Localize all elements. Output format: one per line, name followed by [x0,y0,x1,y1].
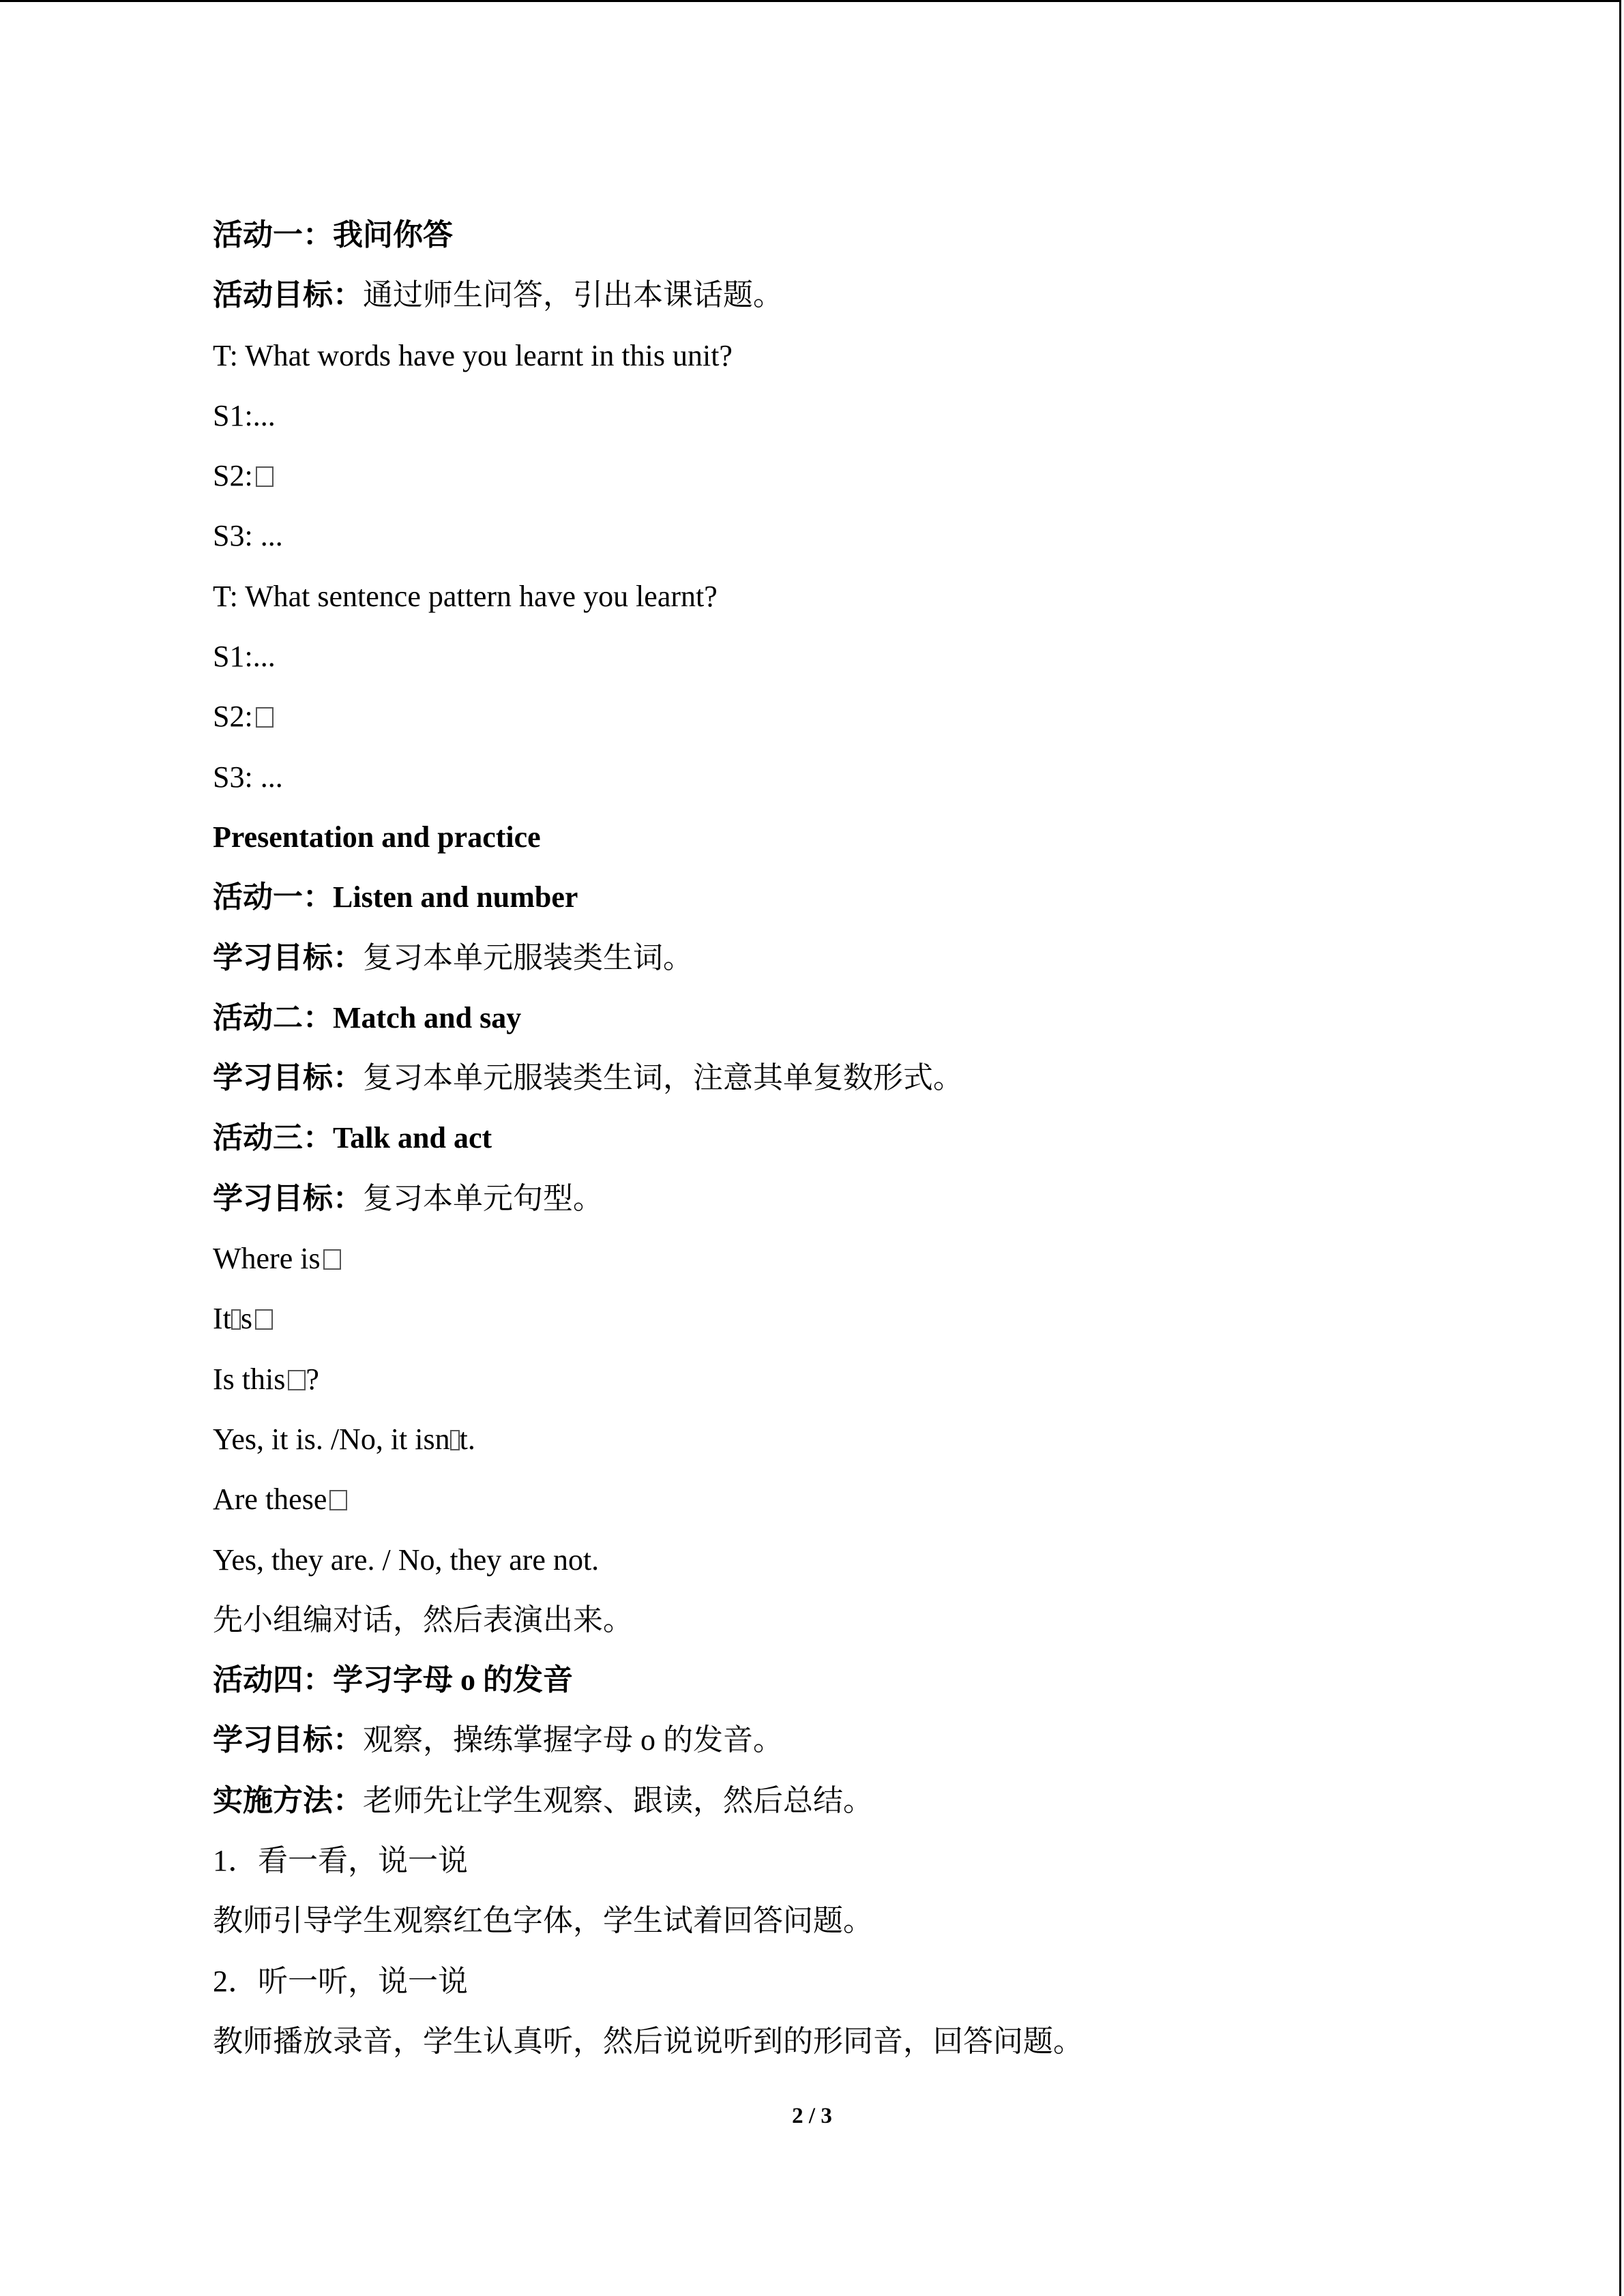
sentence-pattern [213,1417,1509,1477]
text: S1:... [213,398,276,432]
paragraph [213,2019,1509,2079]
text: 教师播放录音，学生认真听，然后说说听到的形同音，回答问题。 [213,2024,1083,2058]
label: 学习目标： [213,940,363,974]
text: 观察，操练掌握字母 o 的发音。 [363,1723,783,1757]
text: 教师引导学生观察红色字体，学生试着回答问题。 [213,1904,873,1938]
dialogue-line [213,453,1509,513]
text: S3: ... [213,519,283,553]
text: S2: [213,700,253,734]
dialogue-line [213,333,1509,393]
dialogue-line [213,694,1509,754]
dialogue-line [213,393,1509,453]
dialogue-line [213,634,1509,694]
heading-text: 活动三：Talk and act [213,1121,492,1155]
text: 复习本单元服装类生词，注意其单复数形式。 [363,1061,963,1095]
heading-text: 活动二：Match and say [213,1000,522,1034]
missing-glyph-box [256,466,274,487]
heading-text: 活动四：学习字母 o 的发音 [213,1663,573,1697]
text: Yes, they are. / No, they are not. [213,1542,600,1577]
label: 实施方法： [213,1783,363,1817]
heading-activity [213,1116,1509,1176]
heading-text: 活动一：我问你答 [213,218,453,252]
text: S3: ... [213,760,283,794]
paragraph [213,1056,1509,1116]
text: S2: [213,459,253,493]
dialogue-line [213,574,1509,634]
dialogue-line [213,513,1509,573]
section-heading [213,815,1509,875]
text: It [213,1302,231,1336]
text: Are these [213,1482,327,1517]
text: T: What sentence pattern have you learnt? [213,579,718,613]
paragraph [213,1176,1509,1236]
label: 学习目标： [213,1181,363,1215]
sentence-pattern [213,1236,1509,1296]
heading-text: 活动一：Listen and number [213,880,578,914]
label: 学习目标： [213,1061,363,1095]
label: 学习目标： [213,1723,363,1757]
text: S1:... [213,640,276,674]
missing-glyph-box [231,1309,241,1330]
heading-activity [213,996,1509,1056]
paragraph [213,1598,1509,1658]
sentence-pattern [213,1296,1509,1356]
sentence-pattern [213,1477,1509,1537]
paragraph [213,1778,1509,1838]
sentence-pattern [213,1538,1509,1598]
text: 复习本单元句型。 [363,1181,603,1215]
paragraph [213,273,1509,333]
text: ? [306,1362,319,1396]
text: t. [459,1422,475,1456]
dialogue-line [213,755,1509,815]
text: Is this [213,1362,286,1396]
missing-glyph-box [256,707,274,728]
page-number: 2 / 3 [792,2104,832,2128]
text: 1．看一看，说一说 [213,1844,468,1878]
label: 活动目标： [213,278,363,312]
text: s [240,1302,253,1336]
paragraph [213,1718,1509,1778]
text: 先小组编对话，然后表演出来。 [213,1602,633,1637]
text: 复习本单元服装类生词。 [363,940,693,974]
list-item [213,1959,1509,2019]
document-body [213,213,1509,2079]
heading-activity-1 [213,213,1509,273]
text: Yes, it is. /No, it isn [213,1422,450,1456]
text: 通过师生问答，引出本课话题。 [363,278,783,312]
sentence-pattern [213,1357,1509,1417]
heading-activity [213,875,1509,935]
paragraph [213,936,1509,996]
heading-text: Presentation and practice [213,820,541,854]
paragraph [213,1898,1509,1958]
text: 老师先让学生观察、跟读，然后总结。 [363,1783,873,1817]
missing-glyph-box [255,1309,273,1330]
missing-glyph-box [450,1430,460,1450]
missing-glyph-box [329,1490,347,1510]
missing-glyph-box [323,1249,341,1270]
text: T: What words have you learnt in this unit? [213,338,733,372]
text: Where is [213,1242,321,1276]
heading-activity [213,1658,1509,1718]
text: 2．听一听，说一说 [213,1964,468,1998]
list-item [213,1838,1509,1898]
missing-glyph-box [288,1370,306,1390]
